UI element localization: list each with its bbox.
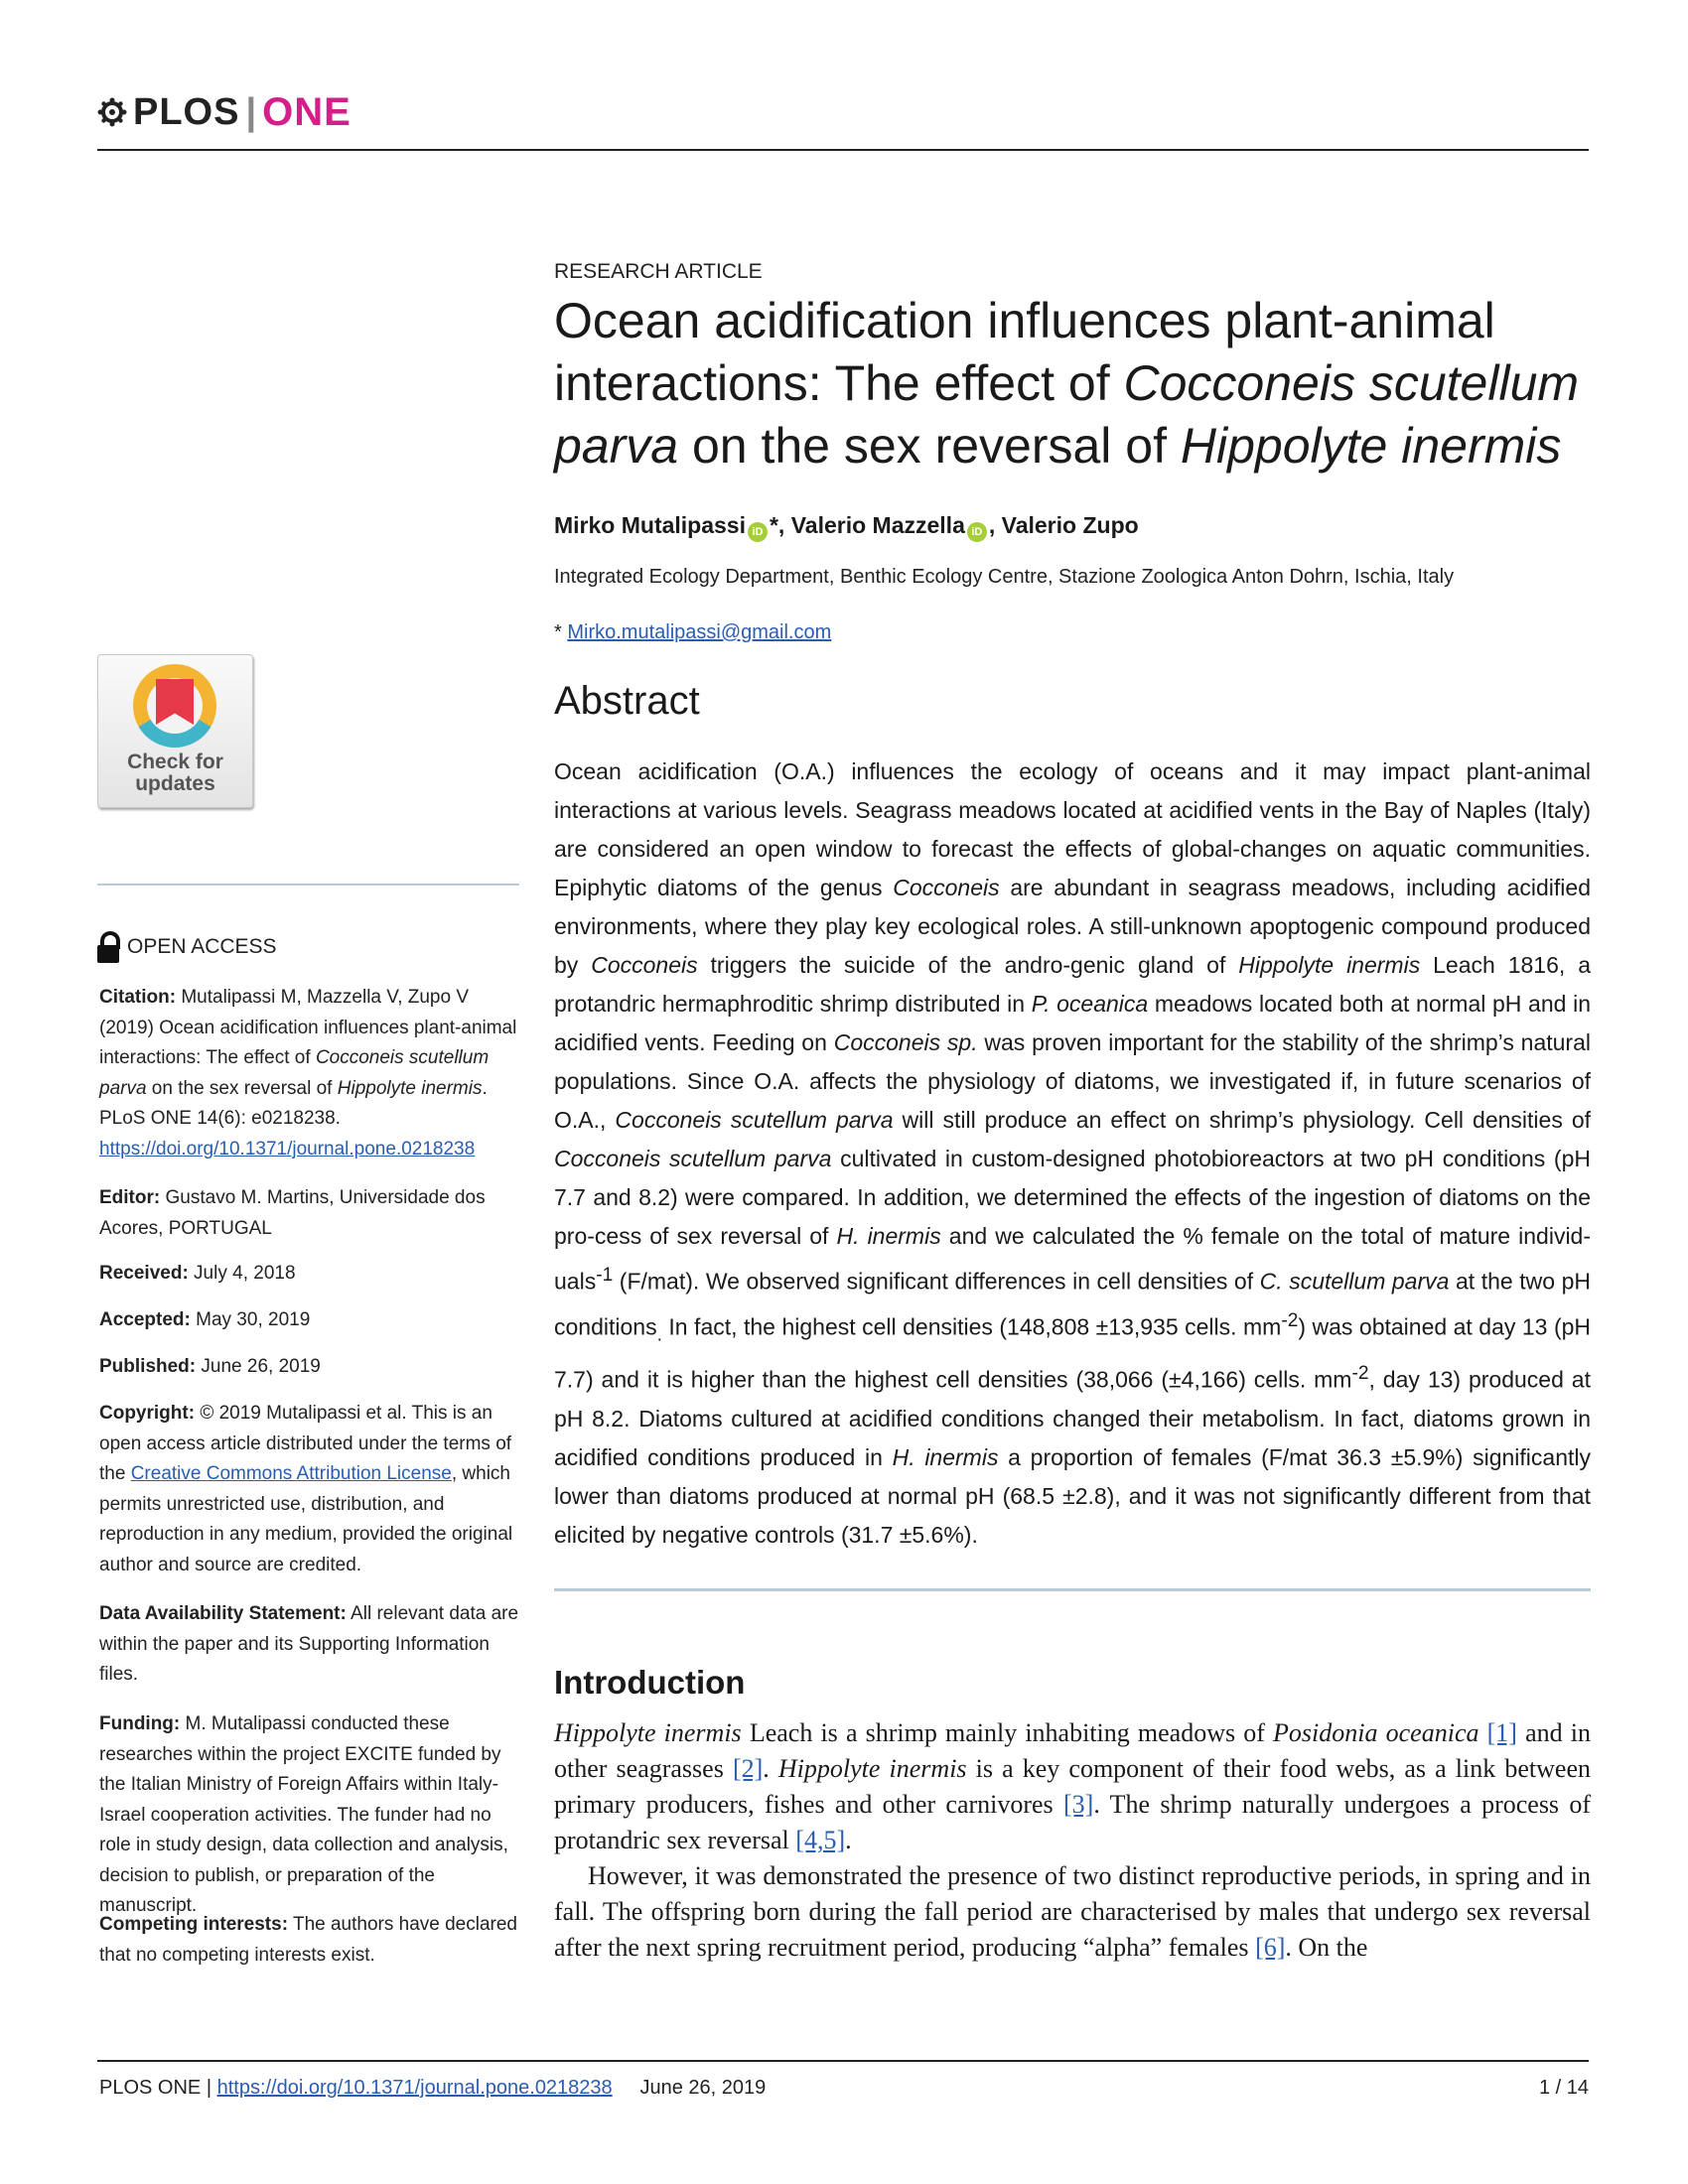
introduction-paragraph: However, it was demonstrated the presence of two distinct reproductive periods, in spring and in fall. The offspring born during the fall period are characterised by males that undergo sex reversal after the next spring recruitment period, producing “alpha” females [6]. On the [554, 1861, 1591, 1962]
reference-link[interactable]: [4,5] [795, 1826, 846, 1854]
plos-one-logo[interactable] [97, 91, 352, 133]
footer-divider [97, 2060, 1589, 2062]
data-availability-statement: Data Availability Statement: All relevant data are within the paper and its Supporting Information files. [99, 1603, 519, 1685]
editor-info: Editor: Gustavo M. Martins, Universidade dos Acores, PORTUGAL [99, 1187, 486, 1239]
abstract-text: Ocean acidification (O.A.) influences the ecology of oceans and it may impact plant-animal interactions at various levels. Seagrass meadows located at acidified vents in the Bay of Naples (Italy) are considered an open window to forecast the effects of global-changes on aquatic communities. Epiphytic diatoms of the genus Cocconeis are abundant in seagrass meadows, including acidified environments, where they play key ecological roles. A still-unknown apoptogenic compound produced by Cocconeis triggers the suicide of the andro-genic gland of Hippolyte inermis Leach 1816, a protandric hermaphroditic shrimp distributed in P. oceanica meadows located both at normal pH and in acidified vents. Feeding on Cocconeis sp. was proven important for the stability of the shrimp’s natural populations. Since O.A. affects the physiology of diatoms, we investigated if, in future scenarios of O.A., Cocconeis scutellum parva will still produce an effect on shrimp’s physiology. Cell densities of Cocconeis scutellum parva cultivated in custom-designed photobioreactors at two pH conditions (pH 7.7 and 8.2) were compared. In addition, we determined the effects of the ingestion of diatoms on the pro-cess of sex reversal of H. inermis and we calculated the % female on the total of mature individ-uals$^{-1}$ (F/mat). We observed significant differences in cell densities of C. scutellum parva at the two pH conditions$_.$ In fact, the highest cell densities (148,808 ±13,935 cells. $mm^{-2}$) was obtained at day 13 (pH 7.7) and it is higher than the highest cell densities (38,066 (±4,166) cells. $mm^{-2}$, day 13) produced at pH 8.2. Diatoms cultured at acidified conditions changed their metabolism. In fact, diatoms grown in acidified conditions produced in H. inermis a proportion of females (F/mat 36.3 ±5.9%) significantly lower than diatoms produced at normal pH (68.5 ±2.8), and it was not significantly different from that elicited by negative controls (31.7 ±5.6%). [554, 758, 1592, 1548]
crossmark-icon [133, 664, 216, 748]
footer-date: June 26, 2019 [639, 2077, 767, 2099]
received-date: Received: July 4, 2018 [99, 1263, 296, 1284]
corresponding-author: * Mirko.mutalipassi@gmail.com [554, 621, 832, 643]
published-date: Published: June 26, 2019 [99, 1356, 321, 1377]
author-affiliation: Integrated Ecology Department, Benthic Ecology Centre, Stazione Zoologica Anton Dohrn, Ischia, Italy [554, 566, 1455, 588]
author-list: Mirko Mutalipassi iD *, Valerio Mazzella iD , Valerio Zupo [554, 512, 1139, 542]
article-type: RESEARCH ARTICLE [554, 260, 763, 283]
reference-link[interactable]: [1] [1486, 1718, 1517, 1747]
logo-one-text: ONE [262, 89, 352, 134]
page-footer: PLOS ONE | https://doi.org/10.1371/journal.pone.0218238 June 26, 2019 [99, 2077, 767, 2099]
check-for-updates-label: Check for updates [127, 751, 223, 795]
footer-doi-link[interactable]: https://doi.org/10.1371/journal.pone.0218238 [216, 2077, 613, 2099]
open-access-label: OPEN ACCESS [127, 935, 277, 958]
open-lock-icon [97, 931, 119, 963]
author-name[interactable]: Mirko Mutalipassi [554, 512, 746, 538]
license-link[interactable]: Creative Commons Attribution License [130, 1463, 452, 1484]
orcid-icon[interactable]: iD [967, 522, 987, 542]
introduction-paragraph: Hippolyte inermis Leach is a shrimp mainly inhabiting meadows of Posidonia oceanica [1] and in other seagrasses [2]. Hippolyte inermis is a key component of their food webs, as a link between primary producers, fishes and other carnivores [3]. The shrimp naturally undergoes a process of protandric sex reversal [4,5]. [554, 1718, 1592, 1854]
abstract-heading: Abstract [554, 679, 700, 723]
sidebar-divider [97, 884, 519, 886]
check-for-updates-button[interactable] [97, 654, 253, 808]
page-number: 1 / 14 [1538, 2077, 1589, 2099]
corresponding-email-link[interactable]: Mirko.mutalipassi@gmail.com [567, 621, 832, 643]
introduction-heading: Introduction [554, 1664, 746, 1701]
copyright-notice: Copyright: © 2019 Mutalipassi et al. This is an open access article distributed under the terms of the Creative Commons Attribution License, which permits unrestricted use, distribution, and reproduction in any medium, provided the original author and source are credited. [99, 1403, 513, 1575]
abstract-divider [554, 1588, 1591, 1591]
reference-link[interactable]: [6] [1255, 1933, 1286, 1962]
doi-link[interactable]: https://doi.org/10.1371/journal.pone.0218238 [99, 1138, 476, 1160]
accepted-date: Accepted: May 30, 2019 [99, 1309, 311, 1330]
reference-link[interactable]: [3] [1062, 1790, 1094, 1819]
article-title: Ocean acidification influences plant-animal interactions: The effect of Cocconeis scutellum parva on the sex reversal of Hippolyte inermis [554, 293, 1580, 474]
competing-interests-statement: Competing interests: The authors have declared that no competing interests exist. [99, 1914, 517, 1966]
logo-plos-text: PLOS [133, 90, 240, 133]
citation-block: Citation: Mutalipassi M, Mazzella V, Zupo V (2019) Ocean acidification influences plant-animal interactions: The effect of Cocconeis scutellum parva on the sex reversal of Hippolyte inermis. PLoS ONE 14(6): e0218238. https://doi.org/10.1371/journal.pone.0218238 [99, 987, 517, 1160]
open-access-badge [97, 931, 277, 963]
header-divider [97, 149, 1589, 151]
logo-separator: | [245, 90, 257, 133]
plos-logo-mark-icon [97, 97, 127, 127]
funding-statement: Funding: M. Mutalipassi conducted these researches within the project EXCITE funded by the Italian Ministry of Foreign Affairs within Italy-Israel cooperation activities. The funder had no role in study design, data collection and analysis, decision to publish, or preparation of the manuscript. [99, 1713, 508, 1916]
reference-link[interactable]: [2] [732, 1754, 764, 1783]
author-name[interactable]: Valerio Zupo [1001, 512, 1139, 538]
orcid-icon[interactable]: iD [748, 522, 768, 542]
author-name[interactable]: Valerio Mazzella [790, 512, 965, 538]
